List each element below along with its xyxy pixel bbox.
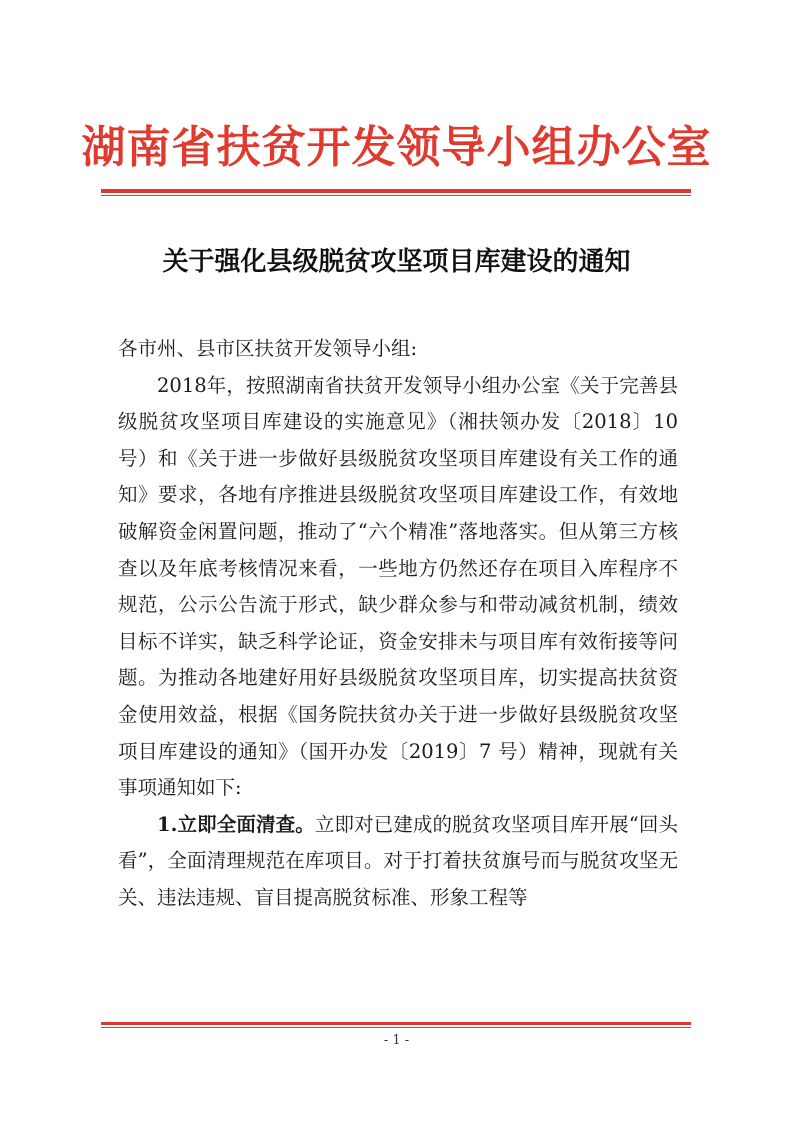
header-rule-thin [101,195,691,196]
salutation: 各市州、县市区扶贫开发领导小组: [118,337,418,360]
header-rule-thick [101,189,691,193]
footer-rule-thin [101,1027,691,1028]
document-body [118,331,678,917]
paragraph-section-1 [118,807,678,917]
section-1-heading: 1.立即全面清查。 [157,812,315,836]
page-number: - 1 - [383,1033,410,1048]
org-header-title: 湖南省扶贫开发领导小组办公室 [81,122,712,173]
footer-rule-thick [101,1022,691,1025]
document-title: 关于强化县级脱贫攻坚项目库建设的通知 [162,247,631,277]
section-1-text: 立即对已建成的脱贫攻坚项目库开展“回头看”，全面清理规范在库项目。对于打着扶贫旗号而与脱贫攻坚无关、违法违规、盲目提高脱贫标准、形象工程等 [118,812,678,909]
paragraph-intro: 2018年，按照湖南省扶贫开发领导小组办公室《关于完善县级脱贫攻坚项目库建设的实施意见》（湘扶领办发〔2018〕10 号）和《关于进一步做好县级脱贫攻坚项目库建设有关工作的通知》要求，各地有序推进县级脱贫攻坚项目库建设工作，有效地破解资金闲置问题，推动了“六个精准”落地落实。但从第三方核查以及年底考核情况来看，一些地方仍然还存在项目入库程序不规范，公示公告流于形式，缺少群众参与和带动减贫机制，绩效目标不详实，缺乏科学论证，资金安排未与项目库有效衔接等问题。为推动各地建好用好县级脱贫攻坚项目库，切实提高扶贫资金使用效益，根据《国务院扶贫办关于进一步做好县级脱贫攻坚项目库建设的通知》（国开办发〔2019〕7 号）精神，现就有关事项通知如下: [118,373,678,800]
